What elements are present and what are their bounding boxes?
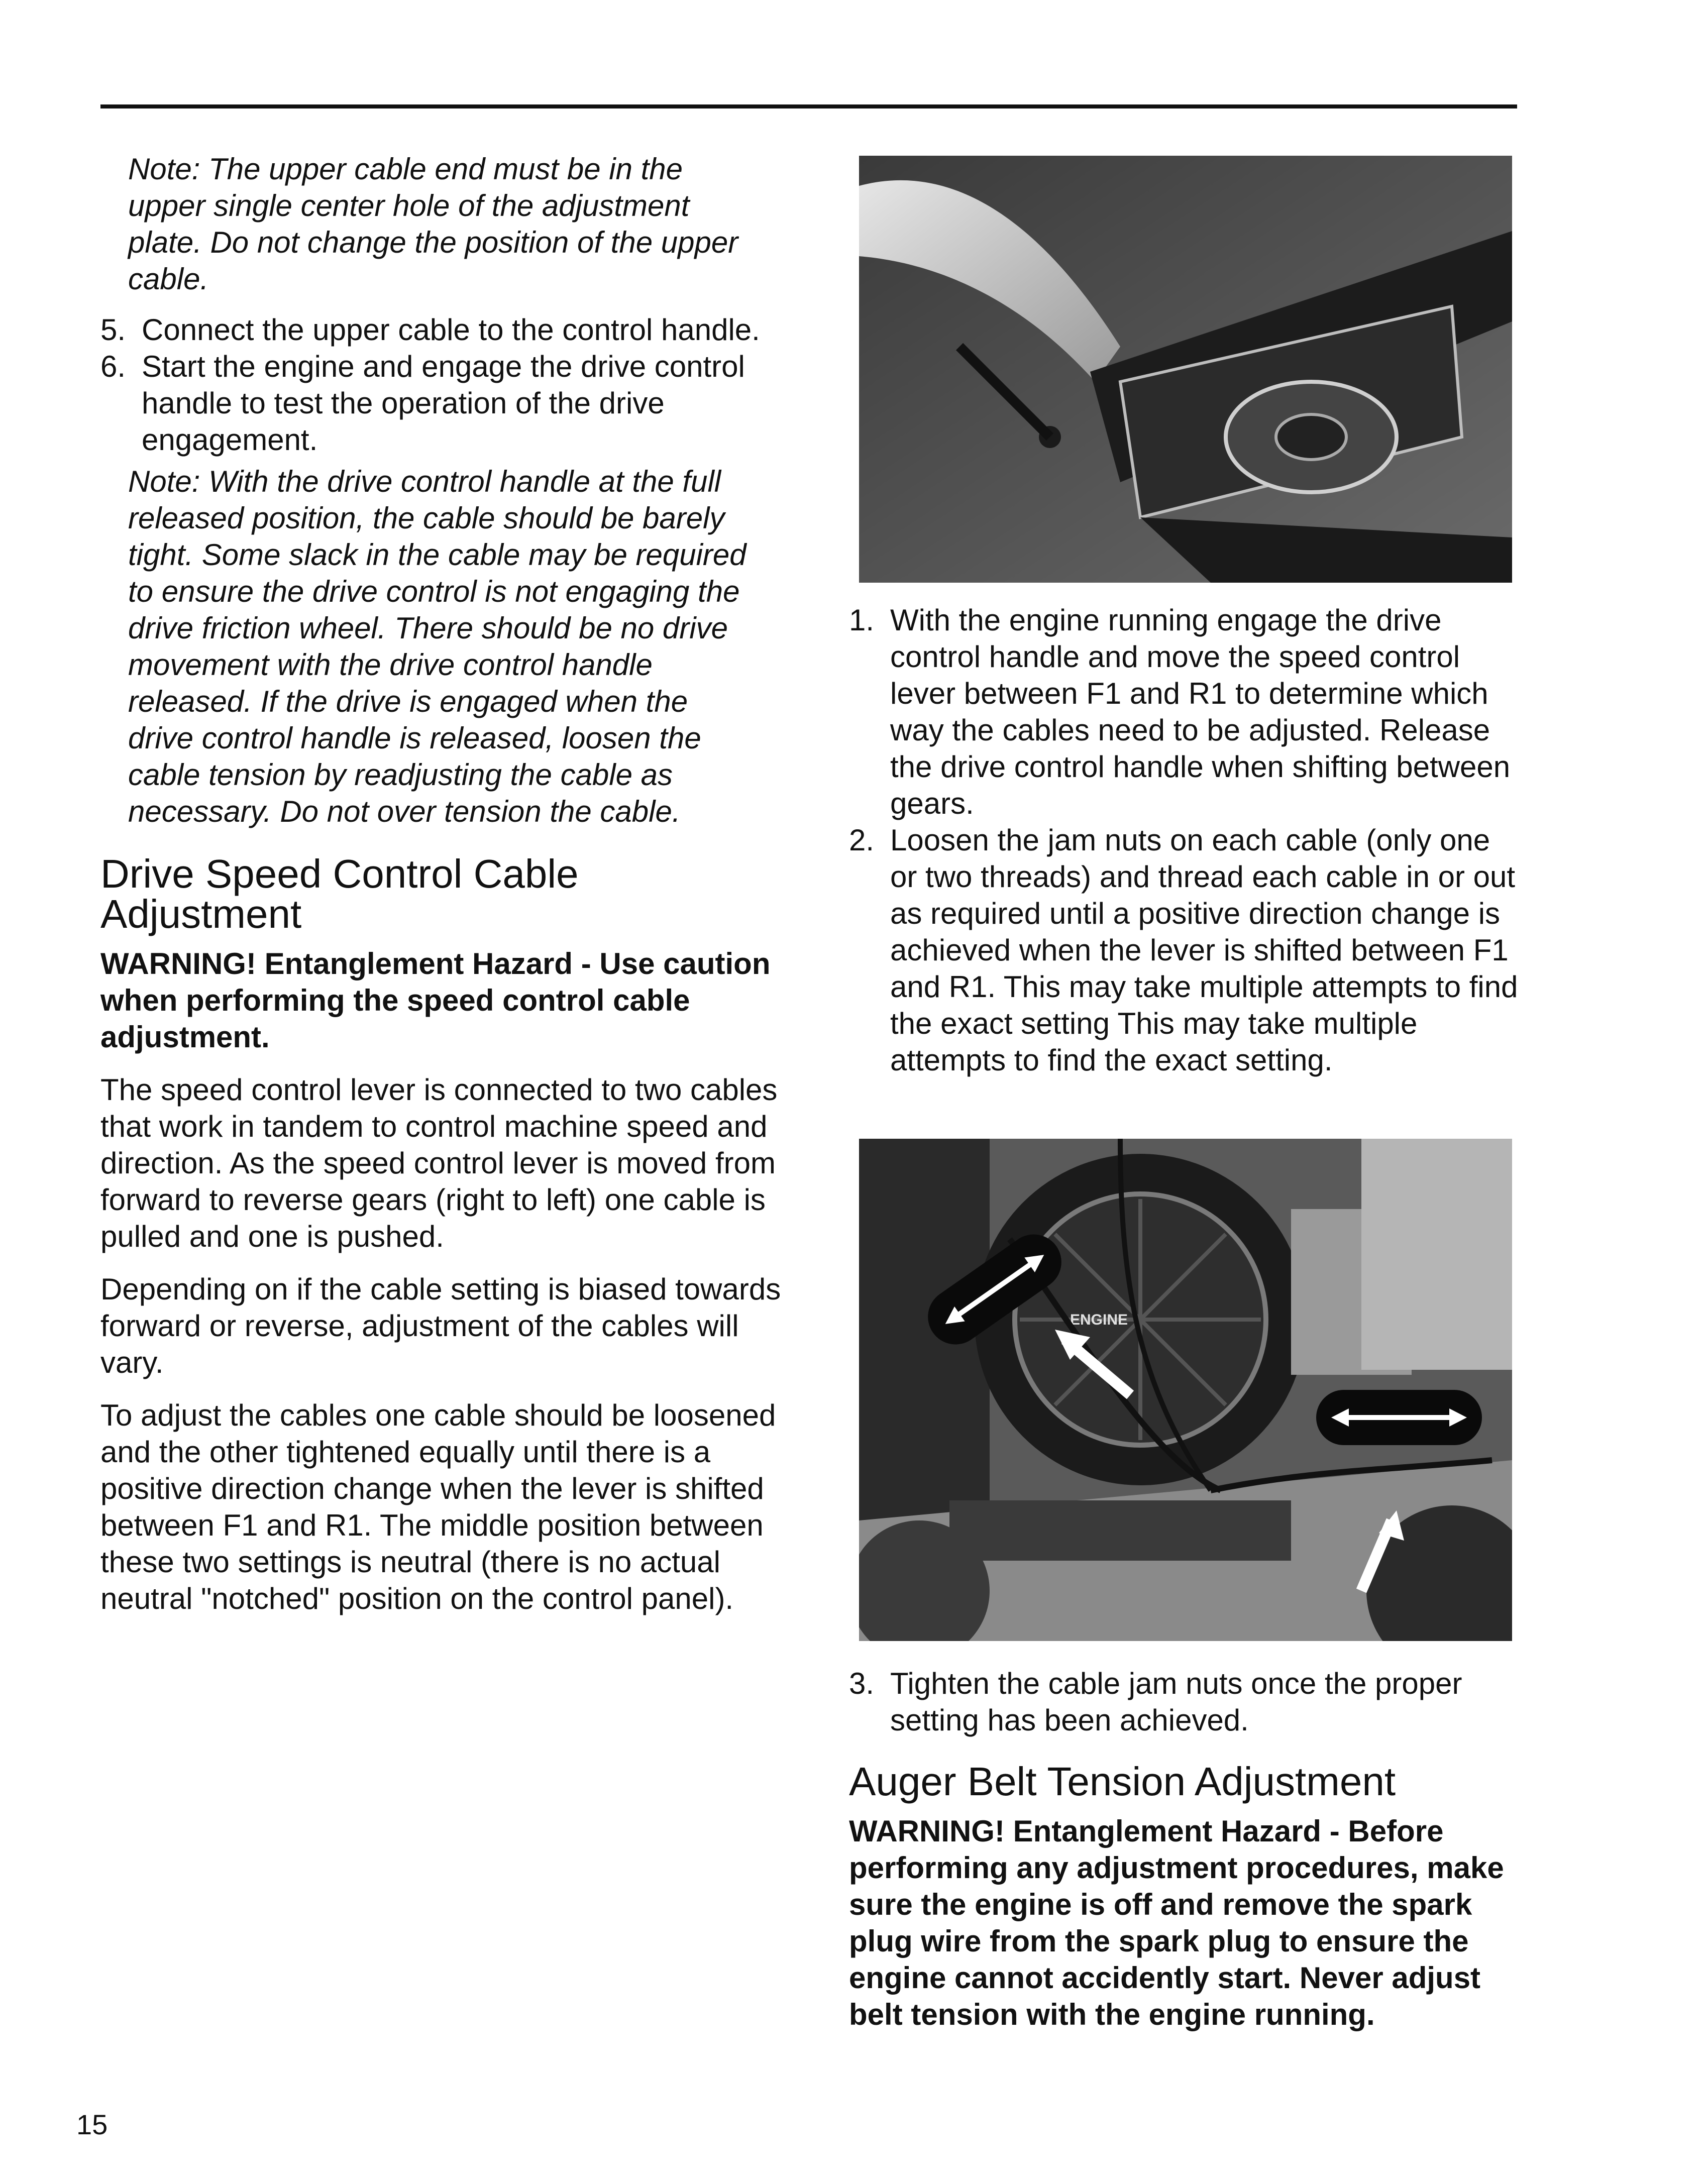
header-rule bbox=[100, 104, 1517, 108]
footer-strip bbox=[0, 2172, 603, 2177]
list-item bbox=[100, 311, 784, 348]
step-number: 5. bbox=[100, 313, 126, 347]
photo-engine-cables bbox=[859, 1139, 1512, 1641]
paragraph-adjust-cables: To adjust the cables one cable should be loosened and the other tightened equally until there is a positive direction change when the lever is shifted between F1 and R1. The middle position between these two settings is neutral (there is no actual neutral "notched" position on the control panel). bbox=[100, 1398, 776, 1615]
step-number: 3. bbox=[849, 1667, 875, 1700]
paragraph-cable-bias: Depending on if the cable setting is biased towards forward or reverse, adjustment of the cables will vary. bbox=[100, 1272, 781, 1379]
warning-entanglement: WARNING! Entanglement Hazard - Use caution when performing the speed control cable adjustment. bbox=[100, 947, 771, 1054]
page-number: 15 bbox=[76, 2109, 108, 2140]
step-number: 6. bbox=[100, 350, 126, 383]
photo-control-handle bbox=[859, 156, 1512, 583]
step-text: Tighten the cable jam nuts once the proper setting has been achieved. bbox=[890, 1667, 1462, 1737]
note-drive-control: Note: With the drive control handle at the full released position, the cable should be barely tight. Some slack in the cable may be required to ensure the drive control is not engaging the drive friction wheel. There should be no drive movement with the drive control handle released. If the drive is engaged when the drive control handle is released, loosen the cable tension by readjusting the cable as necessary. Do not over tension the cable. bbox=[128, 465, 746, 828]
steps-list-right-continued bbox=[849, 1665, 1522, 1738]
left-column bbox=[100, 151, 784, 1617]
steps-list-right bbox=[849, 602, 1522, 1078]
section-title-drive-speed: Drive Speed Control Cable Adjustment bbox=[100, 851, 579, 936]
step-text: Start the engine and engage the drive control handle to test the operation of the drive engagement. bbox=[142, 350, 745, 457]
step-text: Loosen the jam nuts on each cable (only one or two threads) and thread each cable in or out as required until a positive direction change is achieved when the lever is shifted between F1 and R1. This may take multiple attempts to find the exact setting This may take multiple attempts to find the exact setting. bbox=[890, 823, 1518, 1077]
step-text: With the engine running engage the drive control handle and move the speed control lever between F1 and R1 to determine which way the cables need to be adjusted. Release the drive control handle when shifting between gears. bbox=[890, 603, 1511, 820]
step-number: 2. bbox=[849, 823, 875, 857]
section-title-auger-belt: Auger Belt Tension Adjustment bbox=[849, 1759, 1396, 1804]
paragraph-speed-lever: The speed control lever is connected to two cables that work in tandem to control machine speed and direction. As the speed control lever is moved from forward to reverse gears (right to left) one cable is pulled and one is pushed. bbox=[100, 1073, 778, 1253]
engine-label: ENGINE bbox=[1070, 1312, 1128, 1328]
list-item bbox=[849, 602, 1522, 822]
right-column bbox=[849, 156, 1522, 2033]
step-text: Connect the upper cable to the control handle. bbox=[142, 313, 760, 347]
list-item bbox=[849, 822, 1522, 1078]
list-item bbox=[100, 348, 784, 458]
list-item bbox=[849, 1665, 1522, 1738]
step-number: 1. bbox=[849, 603, 875, 637]
warning-auger-belt: WARNING! Entanglement Hazard - Before performing any adjustment procedures, make sure the engine is off and remove the spark plug wire from the spark plug to ensure the engine cannot accidently start. Never adjust belt tension with the engine running. bbox=[849, 1814, 1504, 2031]
steps-list-left bbox=[100, 311, 784, 458]
note-upper-cable: Note: The upper cable end must be in the upper single center hole of the adjustment plate. Do not change the position of the upper cable. bbox=[128, 152, 738, 296]
